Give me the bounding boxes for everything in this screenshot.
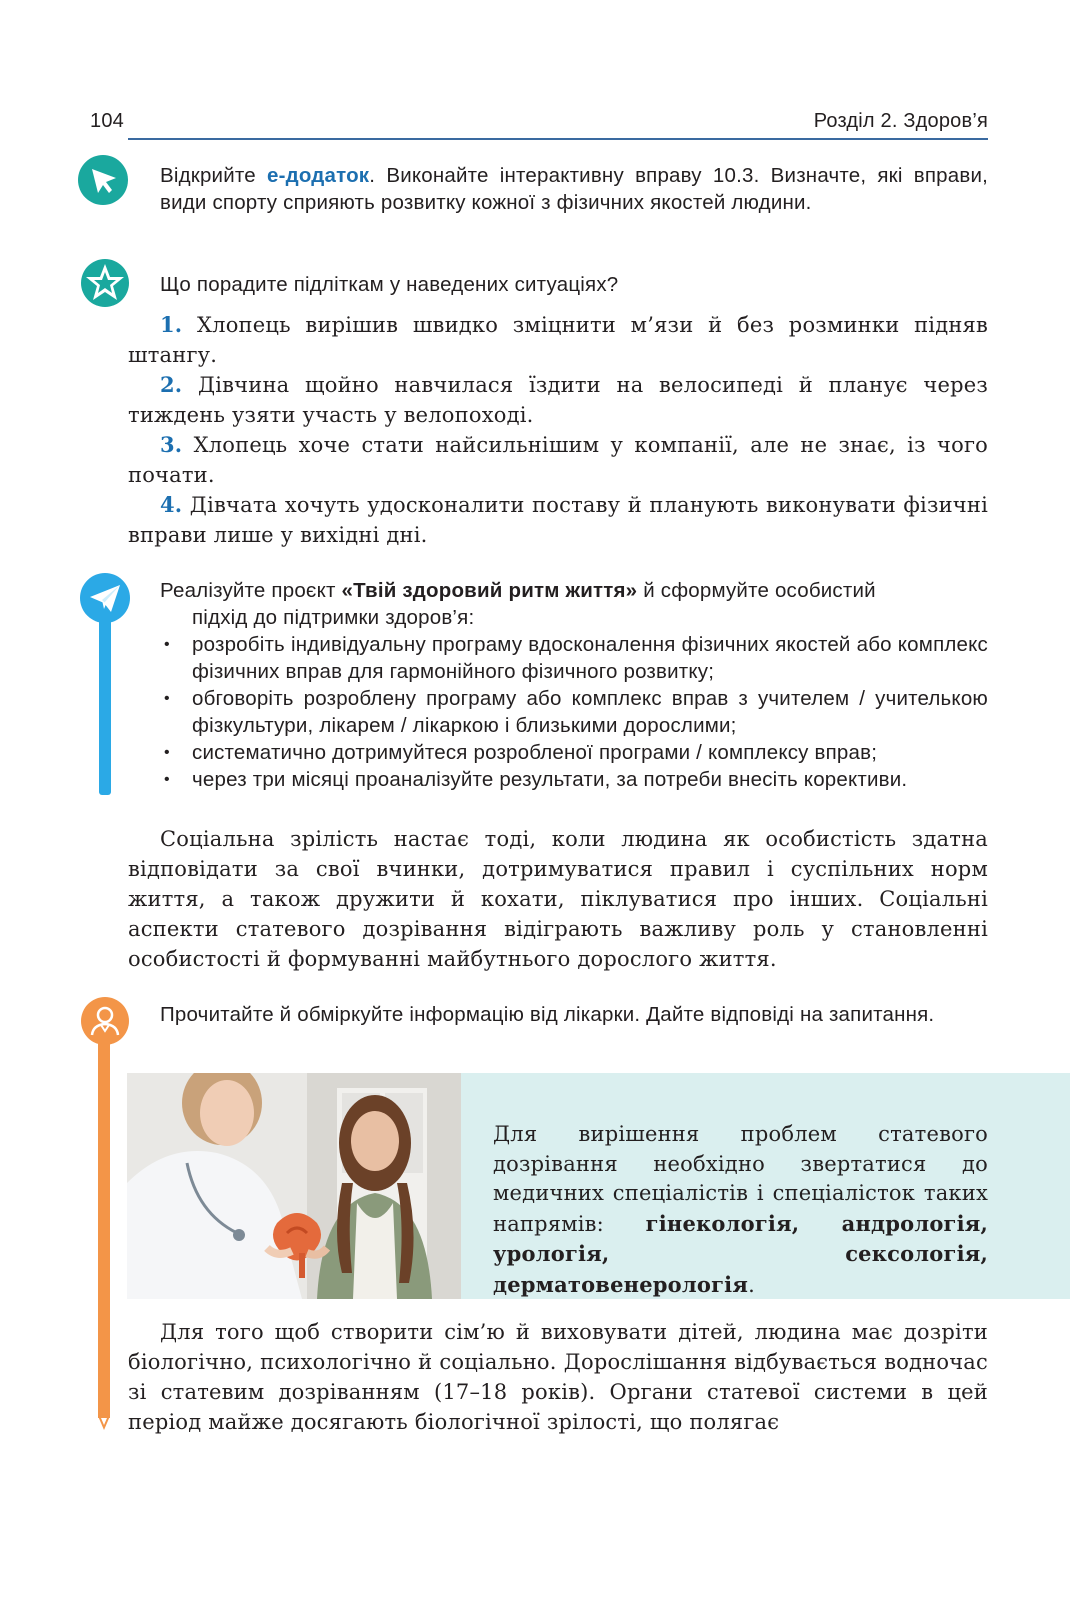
situation-item (128, 310, 988, 370)
project-task (160, 577, 988, 793)
situations-intro: Що порадите підліткам у наведених ситуаціях? (160, 273, 619, 296)
situation-number: 2. (160, 372, 183, 397)
social-maturity-paragraph: Соціальна зрілість настає тоді, коли людина як особистість здатна відповідати за свої вчинки, дотримуватися правил і суспільних норм життя, а також дружити й кохати, піклуватися про інших. Соціальні аспекти статевого дозрівання відіграють важливу роль у становленні особистості й формуванні майбутнього дорослого життя. (128, 827, 988, 971)
doctor-consultation-photo (127, 1073, 461, 1299)
project-line1 (160, 577, 988, 604)
e-app-prefix: Відкрийте (160, 164, 267, 187)
doctor-info-text (493, 1120, 988, 1300)
doctor-info-end: . (748, 1272, 755, 1297)
project-bullet: • обговоріть розроблену програму або комплекс вправ з учителем / учителькою фізкультури, лікарем / лікаркою і близькими дорослими; (160, 685, 988, 739)
situations-list (128, 310, 988, 550)
situation-item (128, 370, 988, 430)
project-bar (99, 615, 111, 795)
situation-number: 4. (160, 492, 183, 517)
pencil-tip-icon (96, 1416, 112, 1430)
situation-number: 1. (160, 312, 183, 337)
situation-text: Дівчата хочуть удосконалити поставу й планують виконувати фізичні вправи лише у вихідні дні. (128, 493, 988, 547)
section-title: Розділ 2. Здоров’я (813, 110, 988, 132)
situation-number: 3. (160, 432, 183, 457)
project-bullets (160, 631, 988, 793)
doctor-info-main: Для вирішення проблем статевого дозрівання необхідно звертатися до медичних спеціалістів і спеціалісток таких напрямів: (493, 1122, 988, 1236)
e-app-rest: . Виконайте інтерактивну вправу 10.3. Визначте, які вправи, види спорту сприяють розвитку кожної з фізичних якостей людини. (160, 164, 989, 214)
doctor-bar (98, 1040, 110, 1418)
project-bullet: • через три місяці проаналізуйте результати, за потреби внесіть корективи. (160, 766, 988, 793)
final-paragraph: Для того щоб створити сім’ю й виховувати дітей, людина має дозріти біологічно, психологічно й соціально. Дорослішання відбувається водночас зі статевим дозріванням (17–18 років). Органи статевої системи в цей період майже досягають біологічної зрілості, що полягає (128, 1320, 988, 1434)
e-app-task (160, 162, 988, 216)
cursor-icon (78, 155, 128, 205)
header-rule (128, 138, 988, 140)
doctor-info-specialties: гінекологія, андрологія, урологія, сексологія, дерматовенерологія (493, 1210, 989, 1297)
project-line2: підхід до підтримки здоров’я: (192, 606, 475, 629)
page-number: 104 (90, 110, 124, 132)
project-prefix: Реалізуйте проєкт (160, 579, 342, 602)
project-bullet: • розробіть індивідуальну програму вдосконалення фізичних якостей або комплекс фізичних вправ для гармонійного фізичного розвитку; (160, 631, 988, 685)
star-icon (80, 258, 130, 308)
e-app-link[interactable]: е-додаток (267, 164, 370, 187)
project-title: «Твій здоровий ритм життя» (341, 579, 638, 602)
doctor-icon (81, 997, 129, 1045)
situation-item (128, 430, 988, 490)
doctor-task: Прочитайте й обміркуйте інформацію від лікарки. Дайте відповіді на запитання. (160, 1003, 935, 1026)
project-line1-rest: й сформуйте особистий (637, 579, 876, 602)
project-bullet: • систематично дотримуйтеся розробленої програми / комплексу вправ; (160, 739, 988, 766)
situation-text: Хлопець вирішив швидко зміцнити м’язи й без розминки підняв штангу. (128, 313, 988, 367)
situation-text: Дівчина щойно навчилася їздити на велосипеді й планує через тиждень узяти участь у велопоході. (128, 373, 988, 427)
situation-text: Хлопець хоче стати найсильнішим у компанії, але не знає, із чого почати. (128, 433, 988, 487)
situation-item (128, 490, 988, 550)
